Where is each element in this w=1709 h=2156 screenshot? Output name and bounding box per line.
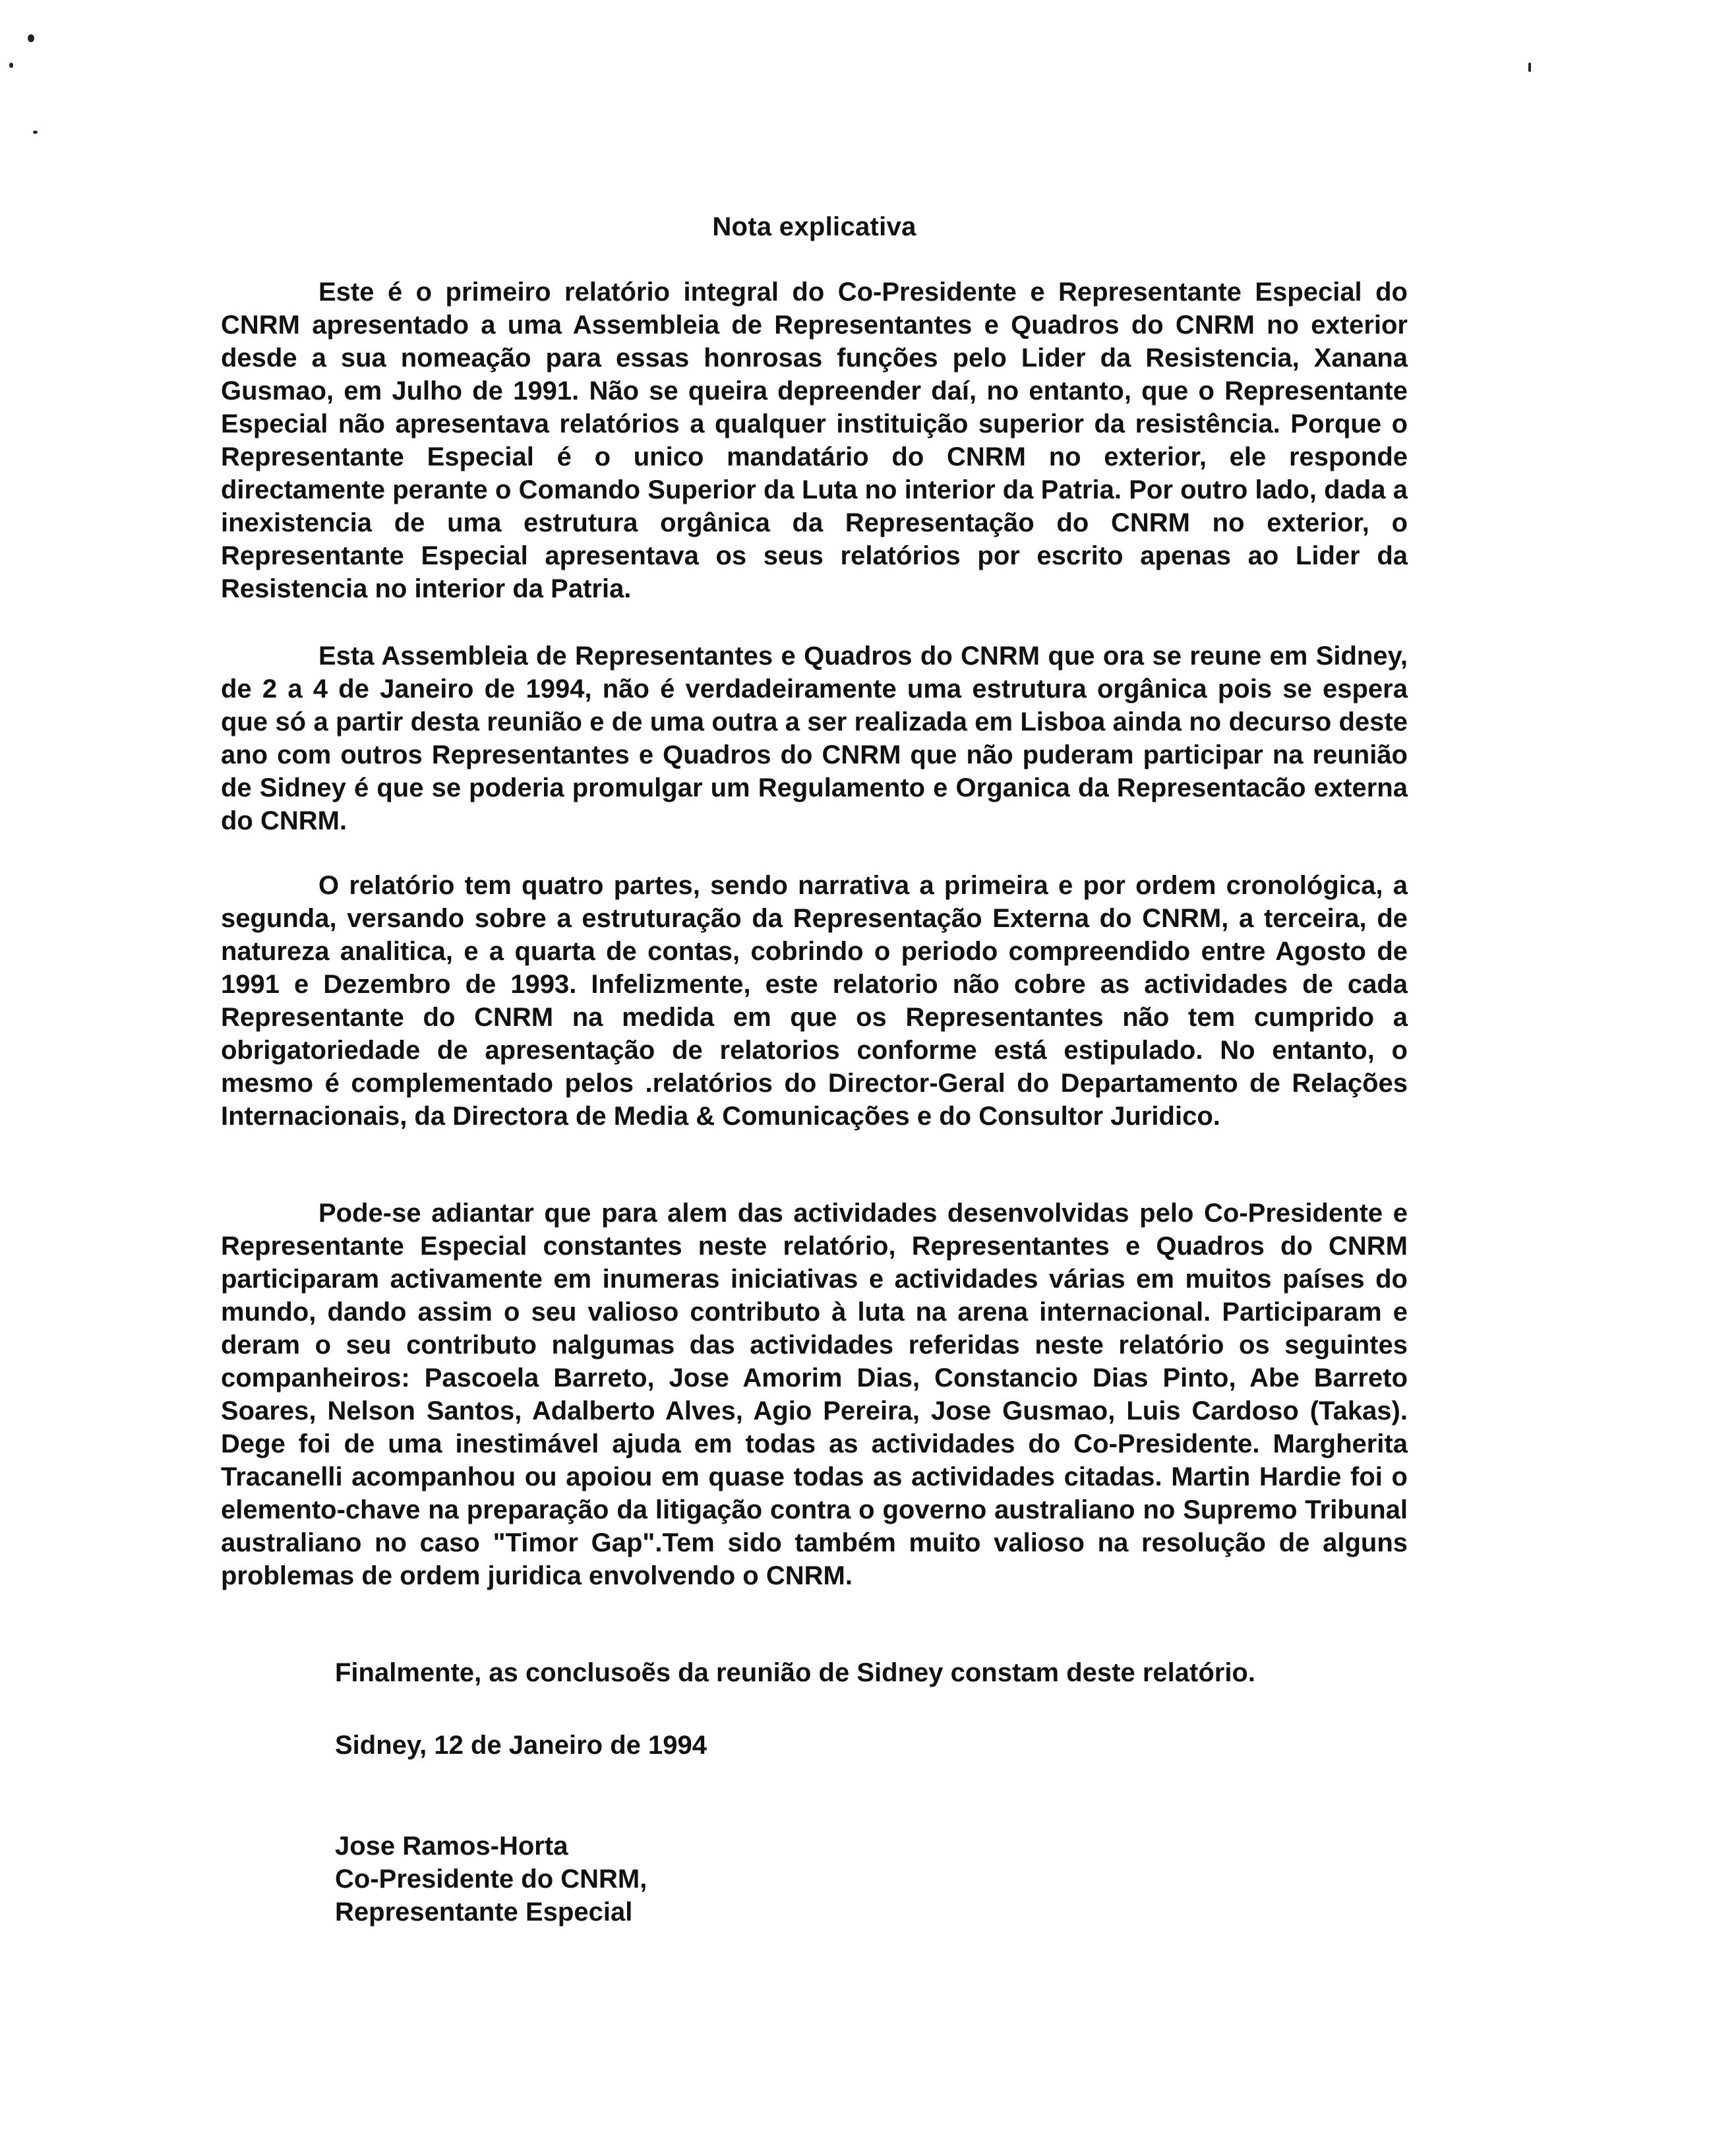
signature-role-1: Co-Presidente do CNRM,	[335, 1865, 647, 1894]
date-line: Sidney, 12 de Janeiro de 1994	[335, 1731, 707, 1760]
scan-speck	[1528, 63, 1531, 72]
paragraph-4: Pode-se adiantar que para alem das actividades desenvolvidas pelo Co-Presidente e Representante Especial constantes neste relatório, Representantes e Quadros do CNRM participaram activamente em inumeras iniciativas e actividades várias em muitos países do mundo, dando assim o seu valioso contributo à luta na arena internacional. Participaram e deram o seu contributo nalgumas das actividades referidas neste relatório os seguintes companheiros: Pascoela Barreto, Jose Amorim Dias, Constancio Dias Pinto, Abe Barreto Soares, Nelson Santos, Adalberto Alves, Agio Pereira, Jose Gusmao, Luis Cardoso (Takas). Dege foi de uma inestimável ajuda em todas as actividades do Co-Presidente. Margherita Tracanelli acompanhou ou apoiou em quase todas as actividades citadas. Martin Hardie foi o elemento-chave na preparação da litigação contra o governo australiano no Supremo Tribunal australiano no caso "Timor Gap".Tem sido também muito valioso na resolução de alguns problemas de ordem juridica envolvendo o CNRM.	[221, 1199, 1408, 1590]
paragraph-1: Este é o primeiro relatório integral do Co-Presidente e Representante Especial do CNRM apresentado a uma Assembleia de Representantes e Quadros do CNRM no exterior desde a sua nomeação para essas honrosas funções pelo Lider da Resistencia, Xanana Gusmao, em Julho de 1991. Não se queira depreender daí, no entanto, que o Representante Especial não apresentava relatórios a qualquer instituição superior da resistência. Porque o Representante Especial é o unico mandatário do CNRM no exterior, ele responde directamente perante o Comando Superior da Luta no interior da Patria. Por outro lado, dada a inexistencia de uma estrutura orgânica da Representação do CNRM no exterior, o Representante Especial apresentava os seus relatórios por escrito apenas ao Lider da Resistencia no interior da Patria.	[221, 278, 1408, 603]
scan-speck	[9, 63, 13, 68]
signature-name: Jose Ramos-Horta	[335, 1832, 568, 1861]
signature-role-2: Representante Especial	[335, 1898, 633, 1927]
scan-speck	[33, 131, 38, 134]
paragraph-3: O relatório tem quatro partes, sendo narrativa a primeira e por ordem cronológica, a segunda, versando sobre a estruturação da Representação Externa do CNRM, a terceira, de natureza analitica, e a quarta de contas, cobrindo o periodo compreendido entre Agosto de 1991 e Dezembro de 1993. Infelizmente, este relatorio não cobre as actividades de cada Representante do CNRM na medida em que os Representantes não tem cumprido a obrigatoriedade de apresentação de relatorios conforme está estipulado. No entanto, o mesmo é complementado pelos .relatórios do Director-Geral do Departamento de Relações Internacionais, da Directora de Media & Comunicações e do Consultor Juridico.	[221, 871, 1408, 1131]
scan-speck	[28, 34, 34, 42]
document-title: Nota explicativa	[712, 212, 916, 241]
signature-block	[335, 1830, 647, 1929]
final-note: Finalmente, as conclusoẽs da reunião de Sidney constam deste relatório.	[335, 1658, 1255, 1687]
paragraph-2: Esta Assembleia de Representantes e Quadros do CNRM que ora se reune em Sidney, de 2 a 4 de Janeiro de 1994, não é verdadeiramente uma estrutura orgânica pois se espera que só a partir desta reunião e de uma outra a ser realizada em Lisboa ainda no decurso deste ano com outros Representantes e Quadros do CNRM que não puderam participar na reunião de Sidney é que se poderia promulgar um Regulamento e Organica da Representacão externa do CNRM.	[221, 642, 1408, 835]
